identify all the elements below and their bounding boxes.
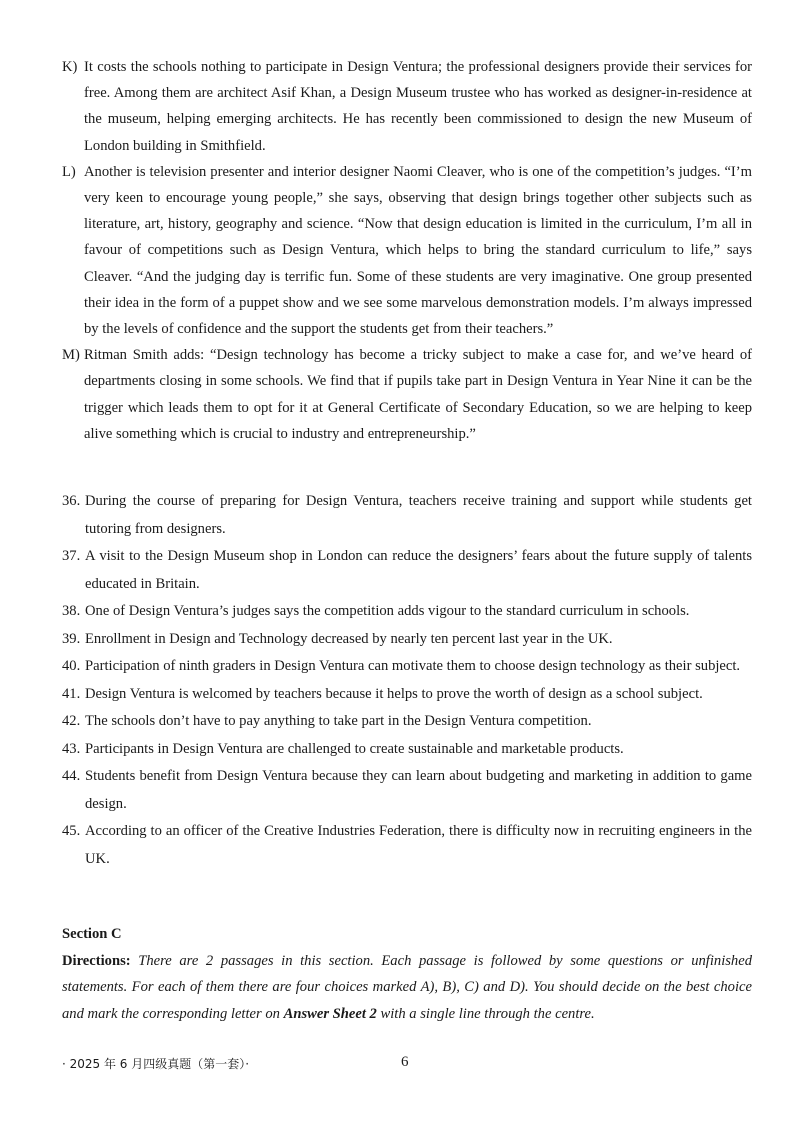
page-number: 6 xyxy=(401,1054,409,1070)
paragraph-label: M) xyxy=(62,347,80,364)
question-number: 42. xyxy=(62,713,81,729)
paragraph-m xyxy=(62,342,752,447)
paragraph-text: Ritman Smith adds: “Design technology has become a tricky subject to make a case for, and we’ve heard of departments closing in some schools. We find that if pupils take part in Design Ventura in Year Nine it can be the trigger which leads them to opt for it at General Certificate of Secondary Education, so we are helping to keep alive something which is crucial to industry and entrepreneurship.” xyxy=(84,347,752,442)
question-text: Students benefit from Design Ventura because they can learn about budgeting and marketing in addition to game design. xyxy=(85,768,752,812)
page-footer xyxy=(62,1055,752,1077)
question-text: According to an officer of the Creative Industries Federation, there is difficulty now in recruiting engineers in the UK. xyxy=(85,823,752,867)
directions-label: Directions: xyxy=(62,952,131,969)
question-text: Design Ventura is welcomed by teachers because it helps to prove the worth of design as a school subject. xyxy=(85,685,703,702)
question-item xyxy=(62,543,752,598)
question-item xyxy=(62,598,752,626)
question-number: 44. xyxy=(62,768,81,784)
directions-text-end: with a single line through the centre. xyxy=(380,1005,595,1022)
question-number: 45. xyxy=(62,823,81,839)
question-list xyxy=(62,488,752,873)
question-number: 40. xyxy=(62,658,81,674)
directions-text: There are 2 passages in this section. Each passage is followed by some questions or unfinished statements. For each of them there are four choices marked A), B), C) and D). You should decide on the best choice and mark the corresponding letter on xyxy=(62,952,752,1022)
paragraph-k xyxy=(62,54,752,159)
question-text: One of Design Ventura’s judges says the competition adds vigour to the standard curriculum in schools. xyxy=(85,603,690,619)
question-number: 36. xyxy=(62,493,81,509)
question-text: A visit to the Design Museum shop in London can reduce the designers’ fears about the future supply of talents educated in Britain. xyxy=(85,548,752,592)
question-number: 37. xyxy=(62,548,81,564)
question-item xyxy=(62,818,752,873)
directions xyxy=(62,948,752,1028)
question-item xyxy=(62,626,752,654)
paragraph-text: It costs the schools nothing to participate in Design Ventura; the professional designers provide their services for free. Among them are architect Asif Khan, a Design Museum trustee who has worked as designer-in-residence at the museum, helping emerging architects. He has recently been commissioned to design the new Museum of London building in Smithfield. xyxy=(84,59,752,154)
question-number: 43. xyxy=(62,740,81,757)
paragraph-l xyxy=(62,159,752,342)
question-text: The schools don’t have to pay anything to take part in the Design Ventura competition. xyxy=(85,713,592,729)
question-item xyxy=(62,488,752,543)
question-text: Participation of ninth graders in Design Ventura can motivate them to choose design technology as their subject. xyxy=(85,658,741,674)
paragraph-text: Another is television presenter and interior designer Naomi Cleaver, who is one of the competition’s judges. “I’m very keen to encourage young people,” she says, observing that design brings together other subjects such as literature, art, history, geography and science. “Now that design education is limited in the curriculum, I’m all in favour of competitions such as Design Ventura, which helps to bring the standard curriculum to life,” says Cleaver. “And the judging day is terrific fun. Some of these students are very imaginative. One group presented their idea in the form of a puppet show and we see some marvelous demonstration models. I’m always impressed by the levels of confidence and the support the students get from their teachers.” xyxy=(84,163,752,338)
question-text: During the course of preparing for Design Ventura, teachers receive training and support while students get tutoring from designers. xyxy=(85,493,752,537)
answer-sheet-label: Answer Sheet 2 xyxy=(283,1005,377,1022)
question-item xyxy=(62,763,752,818)
question-number: 41. xyxy=(62,685,81,702)
question-number: 39. xyxy=(62,630,81,647)
paragraph-label: K) xyxy=(62,59,78,75)
question-item xyxy=(62,736,752,764)
question-item xyxy=(62,681,752,709)
question-text: Participants in Design Ventura are challenged to create sustainable and marketable products. xyxy=(85,740,624,757)
paragraph-label: L) xyxy=(62,163,76,180)
question-number: 38. xyxy=(62,603,81,619)
question-text: Enrollment in Design and Technology decreased by nearly ten percent last year in the UK. xyxy=(85,630,613,647)
exam-title: · 2025 年 6 月四级真题（第一套）· xyxy=(62,1057,250,1071)
question-item xyxy=(62,653,752,681)
question-item xyxy=(62,708,752,736)
section-c xyxy=(62,921,752,1027)
reading-passage xyxy=(62,54,752,447)
section-title: Section C xyxy=(62,926,122,942)
